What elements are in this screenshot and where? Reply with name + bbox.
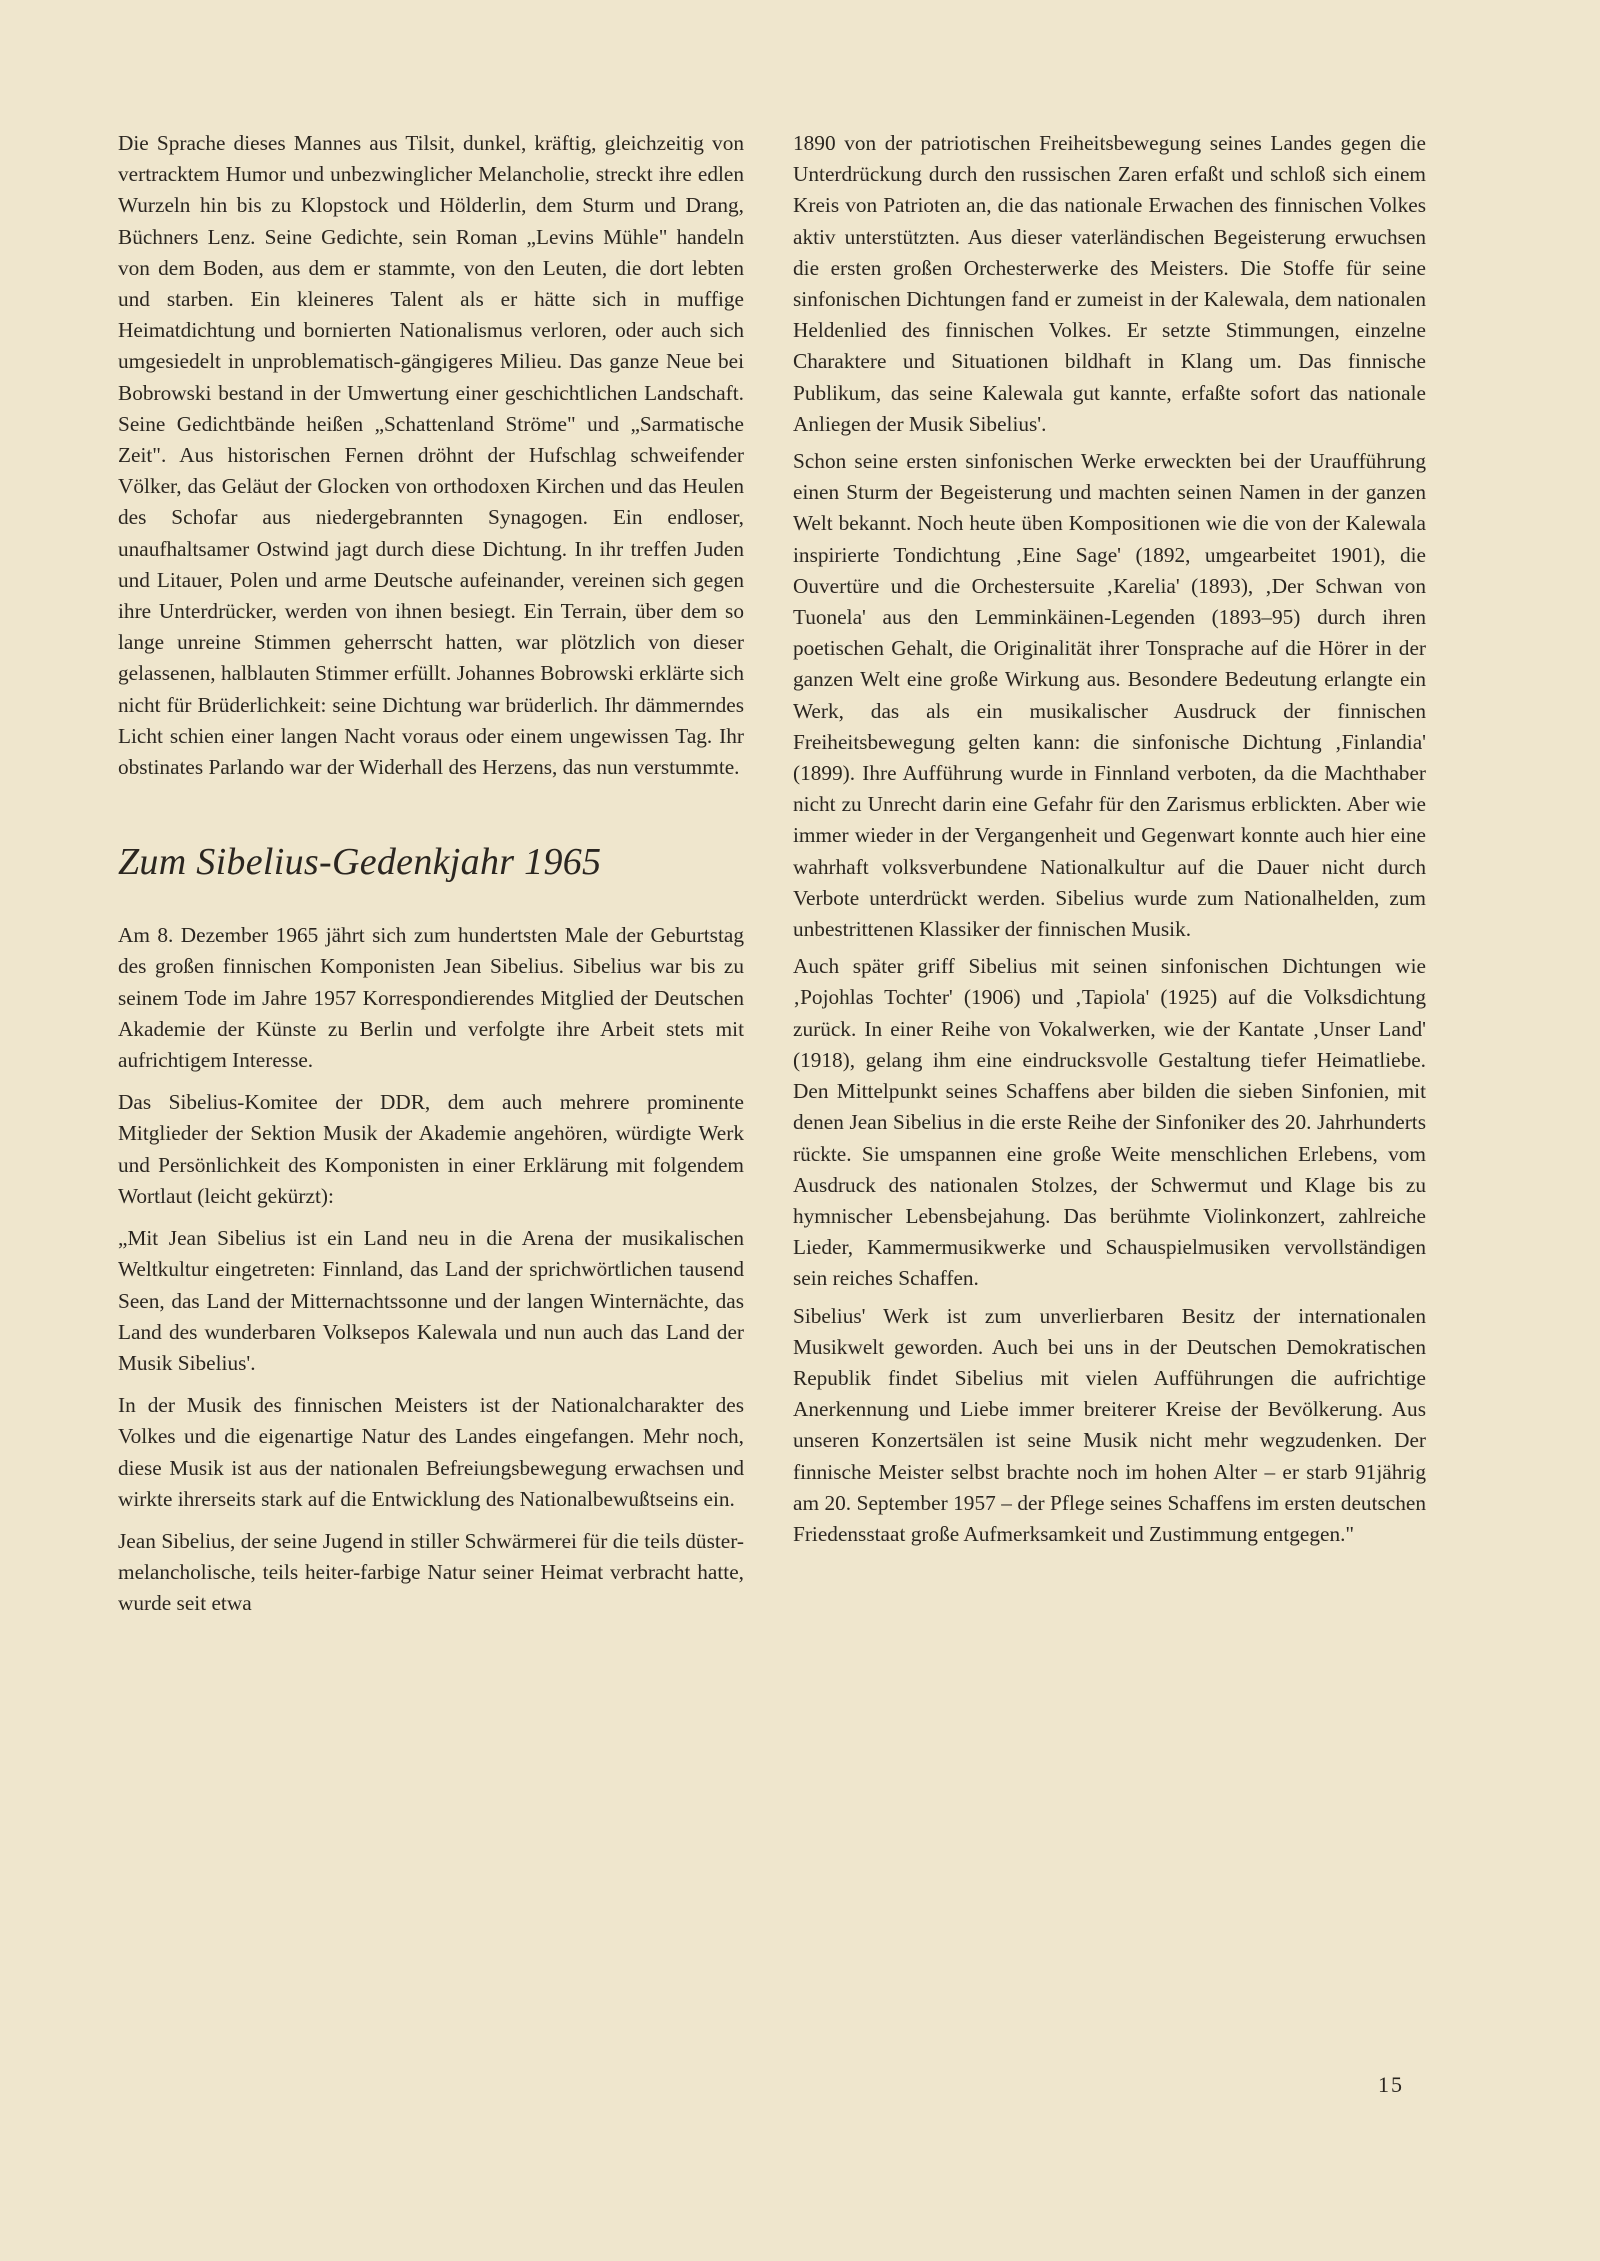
sibelius-paragraph-2: Das Sibelius-Komitee der DDR, dem auch mehrere prominente Mitglieder der Sektion Musik der Akademie angehören, würdigte Werk und Persönlichkeit des Komponisten in einer Erklärung mit folgendem Wortlaut (leicht gekürzt):	[118, 1090, 744, 1208]
right-column	[793, 128, 1426, 1556]
page-number: 15	[1378, 2072, 1404, 2097]
sibelius-paragraph-4: In der Musik des finnischen Meisters ist der Nationalcharakter des Volkes und die eigenartige Natur des Landes eingefangen. Mehr noch, diese Musik ist aus der nationalen Befreiungsbewegung erwachsen und wirkte ihrerseits stark auf die Entwicklung des Nationalbewußtseins ein.	[118, 1393, 744, 1511]
right-paragraph-4: Sibelius' Werk ist zum unverlierbaren Besitz der internationalen Musikwelt geworden. Auch bei uns in der Deutschen Demokratischen Republik findet Sibelius mit vielen Aufführungen die aufrichtige Anerkennung und Liebe immer breiterer Kreise der Bevölkerung. Aus unseren Konzertsälen ist seine Musik nicht mehr wegzudenken. Der finnische Meister selbst brachte noch im hohen Alter – er starb 91jährig am 20. September 1957 – der Pflege seines Schaffens im ersten deutschen Friedensstaat große Aufmerksamkeit und Zustimmung entgegen."	[793, 1303, 1426, 1546]
sibelius-paragraph-3: „Mit Jean Sibelius ist ein Land neu in die Arena der musikalischen Weltkultur eingetreten: Finnland, das Land der sprichwörtlichen tausend Seen, das Land der Mitternachtssonne und der langen Winternächte, das Land des wunderbaren Volksepos Kalewala und nun auch das Land der Musik Sibelius'.	[118, 1226, 744, 1375]
sibelius-paragraph-1: Am 8. Dezember 1965 jährt sich zum hundertsten Male der Geburtstag des großen finnischen Komponisten Jean Sibelius. Sibelius war bis zu seinem Tode im Jahre 1957 Korrespondierendes Mitglied der Deutschen Akademie der Künste zu Berlin und verfolgte ihre Arbeit stets mit aufrichtigem Interesse.	[118, 923, 744, 1073]
right-paragraph-3: Auch später griff Sibelius mit seinen sinfonischen Dichtungen wie ‚Pojohlas Tochter' (1906) und ‚Tapiola' (1925) auf die Volksdichtung zurück. In einer Reihe von Vokalwerken, wie der Kantate ‚Unser Land' (1918), gelang ihm eine eindrucksvolle Gestaltung tiefer Heimatliebe. Den Mittelpunkt seines Schaffens aber bilden die sieben Sinfonien, mit denen Jean Sibelius in die erste Reihe der Sinfoniker des 20. Jahrhunderts rückte. Sie umspannen eine große Weite menschlichen Erlebens, vom Ausdruck des nationalen Stolzes, der Schwermut und Klage bis zu hymnischer Lebensbejahung. Das berühmte Violinkonzert, zahlreiche Lieder, Kammermusikwerke und Schauspielmusiken vervollständigen sein reiches Schaffen.	[793, 954, 1426, 1291]
bobrowski-paragraph: Die Sprache dieses Mannes aus Tilsit, dunkel, kräftig, gleichzeitig von vertracktem Humor und unbezwinglicher Melancholie, streckt ihre edlen Wurzeln hin bis zu Klopstock und Hölderlin, dem Sturm und Drang, Büchners Lenz. Seine Gedichte, sein Roman „Levins Mühle" handeln von dem Boden, aus dem er stammte, von den Leuten, die dort lebten und starben. Ein kleineres Talent als er hätte sich in muffige Heimatdichtung und bornierten Nationalismus verloren, oder auch sich umgesiedelt in unproblematisch-gängigeres Milieu. Das ganze Neue bei Bobrowski bestand in der Umwertung einer geschichtlichen Landschaft. Seine Gedichtbände heißen „Schattenland Ströme" und „Sarmatische Zeit". Aus historischen Fernen dröhnt der Hufschlag schweifender Völker, das Geläut der Glocken von orthodoxen Kirchen und das Heulen des Schofar aus niedergebrannten Synagogen. Ein endloser, unaufhaltsamer Ostwind jagt durch diese Dichtung. In ihr treffen Juden und Litauer, Polen und arme Deutsche aufeinander, vereinen sich gegen ihre Unterdrücker, werden von ihnen besiegt. Ein Terrain, über dem so lange unreine Stimmen geherrscht hatten, war plötzlich von dieser gelassenen, halblauten Stimmer erfüllt. Johannes Bobrowski erklärte sich nicht für Brüderlichkeit: seine Dichtung war brüderlich. Ihr dämmerndes Licht schien einer langen Nacht voraus oder einem ungewissen Tag. Ihr obstinates Parlando war der Widerhall des Herzens, das nun verstummte.	[118, 131, 744, 780]
right-paragraph-2: Schon seine ersten sinfonischen Werke erweckten bei der Uraufführung einen Sturm der Begeisterung und machten seinen Namen in der ganzen Welt bekannt. Noch heute üben Kompositionen wie die von der Kalewala inspirierte Tondichtung ‚Eine Sage' (1892, umgearbeitet 1901), die Ouvertüre und die Orchestersuite ‚Karelia' (1893), ‚Der Schwan von Tuonela' aus den Lemminkäinen-Legenden (1893–95) durch ihren poetischen Gehalt, die Originalität ihrer Tonsprache auf die Hörer in der ganzen Welt eine große Wirkung aus. Besondere Bedeutung erlangte ein Werk, das als ein musikalischer Ausdruck der finnischen Freiheitsbewegung gelten kann: die sinfonische Dichtung ‚Finlandia' (1899). Ihre Aufführung wurde in Finnland verboten, da die Machthaber nicht zu Unrecht darin eine Gefahr für den Zarismus erblickten. Aber wie immer wieder in der Vergangenheit und Gegenwart konnte auch hier eine wahrhaft volksverbundene Nationalkultur auf die Dauer nicht durch Verbote unterdrückt werden. Sibelius wurde zum Nationalhelden, zum unbestrittenen Klassiker der finnischen Musik.	[793, 449, 1426, 942]
sibelius-paragraph-5: Jean Sibelius, der seine Jugend in stiller Schwärmerei für die teils düster-melancholische, teils heiter-farbige Natur seiner Heimat verbracht hatte, wurde seit etwa	[118, 1528, 744, 1616]
right-paragraph-1: 1890 von der patriotischen Freiheitsbewegung seines Landes gegen die Unterdrückung durch den russischen Zaren erfaßt und schloß sich einem Kreis von Patrioten an, die das nationale Erwachen des finnischen Volkes aktiv unterstützten. Aus dieser vaterländischen Begeisterung erwuchsen die ersten großen Orchesterwerke des Meisters. Die Stoffe für seine sinfonischen Dichtungen fand er zumeist in der Kalewala, dem nationalen Heldenlied des finnischen Volkes. Er setzte Stimmungen, einzelne Charaktere und Situationen bildhaft in Klang um. Das finnische Publikum, das seine Kalewala gut kannte, erfaßte sofort das nationale Anliegen der Musik Sibelius'.	[793, 131, 1426, 436]
section-heading: Zum Sibelius-Gedenkjahr 1965	[118, 841, 602, 884]
left-column	[118, 128, 744, 1631]
